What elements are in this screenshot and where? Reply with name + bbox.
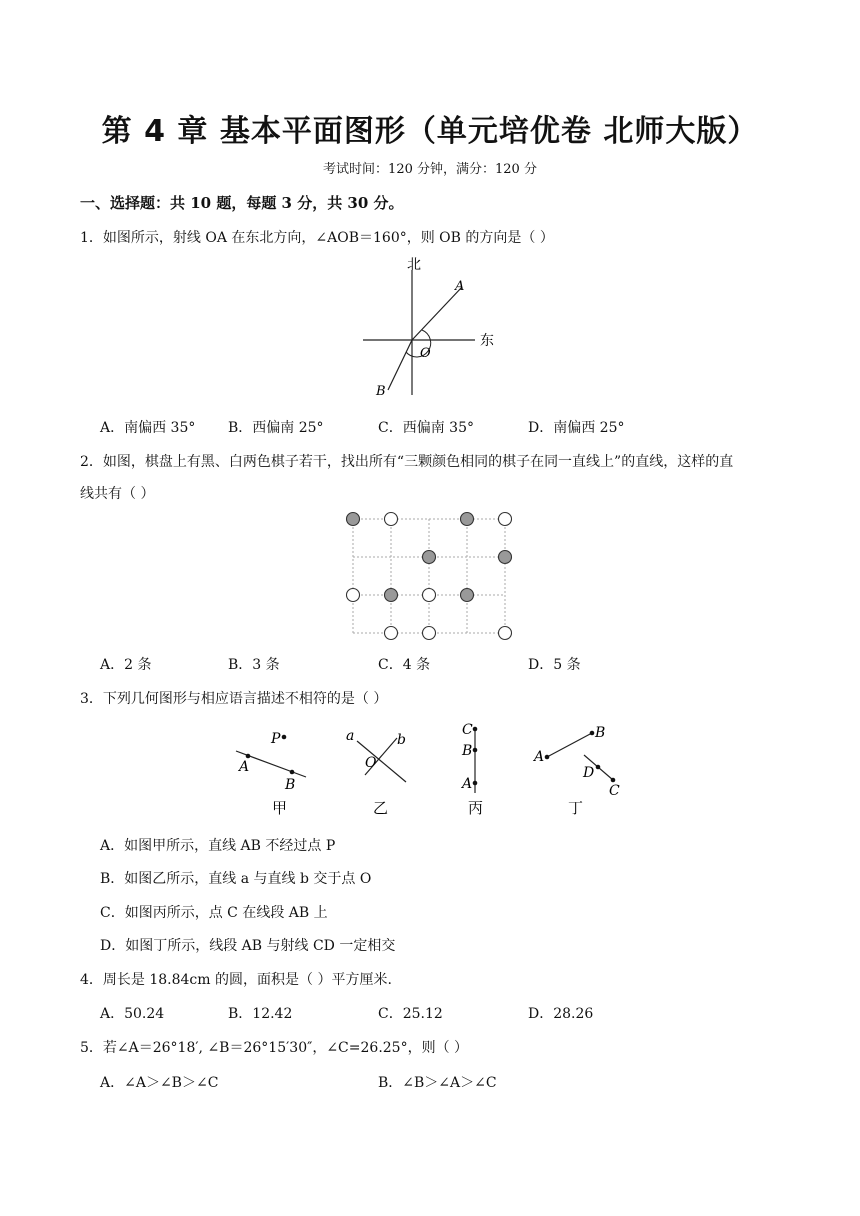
page-title: 第 4 章 基本平面图形（单元培优卷 北师大版） (101, 114, 759, 149)
gray-stone (499, 551, 512, 564)
q3-figures (220, 715, 640, 825)
q2-chessboard-figure (342, 507, 522, 647)
q1-option-a[interactable]: A．南偏西 35° (100, 420, 196, 436)
point-b (473, 748, 478, 753)
q1-compass-figure (350, 250, 510, 410)
ray-oa (412, 287, 462, 340)
label-b: b (397, 732, 406, 748)
gray-stone (347, 513, 360, 526)
section-heading: 一、选择题：共 10 题，每题 3 分，共 30 分。 (80, 194, 404, 212)
q2-stem-line1: 2．如图，棋盘上有黑、白两色棋子若干，找出所有“三颗颜色相同的棋子在同一直线上”的直线，这样的直 (80, 454, 734, 470)
east-label: 东 (480, 333, 494, 349)
label-b: B (595, 725, 606, 741)
point-b (290, 770, 295, 775)
label-b: B (285, 777, 296, 793)
point-c (611, 778, 616, 783)
white-stone (423, 627, 436, 640)
point-a (473, 781, 478, 786)
point-b (590, 731, 595, 736)
label-c: C (462, 722, 473, 738)
q5-option-a[interactable]: A．∠A＞∠B＞∠C (100, 1075, 219, 1091)
label-c: C (609, 783, 620, 799)
label-o: O (365, 755, 377, 771)
point-o-label: O (420, 346, 431, 361)
gray-stone (385, 589, 398, 602)
q3-stem: 3．下列几何图形与相应语言描述不相符的是（ ） (80, 691, 388, 707)
caption-ding: 丁 (568, 799, 584, 817)
q3-option-c[interactable]: C．如图丙所示，点 C 在线段 AB 上 (100, 905, 328, 921)
gray-stone (461, 589, 474, 602)
point-d (596, 765, 601, 770)
segment-ab (547, 733, 592, 757)
caption-yi: 乙 (373, 799, 389, 817)
q2-option-c[interactable]: C．4 条 (378, 657, 431, 673)
white-stone (385, 627, 398, 640)
label-d: D (583, 765, 595, 781)
white-stone (423, 589, 436, 602)
label-a: A (462, 776, 473, 792)
caption-jia: 甲 (272, 799, 288, 817)
label-a: A (239, 759, 250, 775)
label-a: a (346, 728, 355, 744)
q3-option-a[interactable]: A．如图甲所示，直线 AB 不经过点 P (100, 838, 336, 854)
q3-option-b[interactable]: B．如图乙所示，直线 a 与直线 b 交于点 O (100, 871, 372, 887)
caption-bing: 丙 (468, 799, 484, 817)
q1-option-b[interactable]: B．西偏南 25° (228, 420, 324, 436)
point-p (282, 735, 287, 740)
q2-option-b[interactable]: B．3 条 (228, 657, 280, 673)
gray-stone (461, 513, 474, 526)
point-a-label: A (455, 279, 465, 294)
white-stone (385, 513, 398, 526)
gray-stone (423, 551, 436, 564)
q3-option-d[interactable]: D．如图丁所示，线段 AB 与射线 CD 一定相交 (100, 938, 396, 954)
white-stone (499, 513, 512, 526)
q2-option-a[interactable]: A．2 条 (100, 657, 152, 673)
q1-option-c[interactable]: C．西偏南 35° (378, 420, 474, 436)
q4-option-d[interactable]: D．28.26 (528, 1006, 594, 1022)
figure-yi (346, 728, 406, 817)
point-a (246, 754, 251, 759)
q1-stem: 1．如图所示，射线 OA 在东北方向，∠AOB＝160°，则 OB 的方向是（ ） (80, 230, 554, 246)
q4-option-b[interactable]: B．12.42 (228, 1006, 293, 1022)
q2-stem-line2: 线共有（ ） (80, 486, 155, 502)
white-stone (347, 589, 360, 602)
q1-option-d[interactable]: D．南偏西 25° (528, 420, 625, 436)
label-p: P (271, 731, 281, 747)
ray-ob (388, 340, 412, 390)
q2-option-d[interactable]: D．5 条 (528, 657, 581, 673)
point-a (545, 755, 550, 760)
q5-option-b[interactable]: B．∠B＞∠A＞∠C (378, 1075, 497, 1091)
label-b: B (462, 743, 473, 759)
figure-ding (532, 725, 620, 817)
north-label: 北 (407, 257, 421, 273)
exam-info: 考试时间：120 分钟，满分：120 分 (323, 162, 537, 177)
point-b-label: B (376, 384, 386, 399)
board-grid (353, 519, 505, 633)
q4-stem: 4．周长是 18.84cm 的圆，面积是（ ）平方厘米. (80, 972, 392, 988)
q4-option-c[interactable]: C．25.12 (378, 1006, 443, 1022)
q5-stem: 5．若∠A＝26°18′, ∠B＝26°15′30″，∠C=26.25°，则（ ） (80, 1040, 469, 1056)
label-a: A (534, 749, 545, 765)
figure-jia (236, 731, 306, 817)
figure-bing (460, 722, 483, 817)
q4-option-a[interactable]: A．50.24 (100, 1006, 165, 1022)
point-c (473, 727, 478, 732)
white-stone (499, 627, 512, 640)
